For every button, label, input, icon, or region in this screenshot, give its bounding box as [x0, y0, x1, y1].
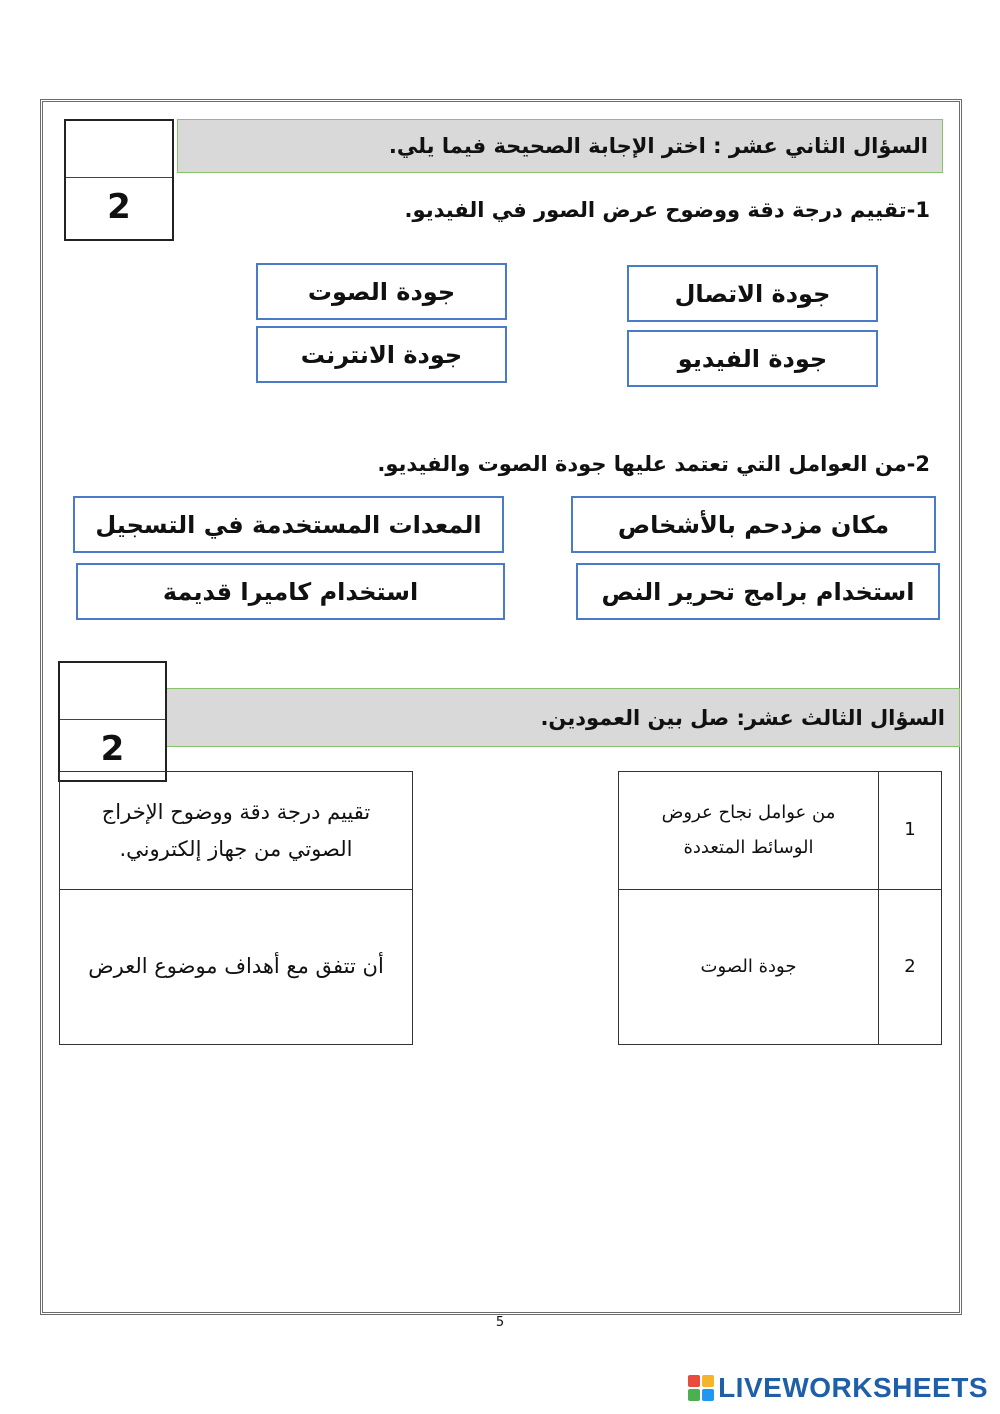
match-answer[interactable]: أن تتفق مع أهداف موضوع العرض [60, 890, 413, 1045]
option-old-camera[interactable]: استخدام كاميرا قديمة [76, 563, 505, 620]
q12-score-box [64, 119, 174, 241]
option-connection-quality[interactable]: جودة الاتصال [627, 265, 878, 322]
option-crowded-place[interactable]: مكان مزدحم بالأشخاص [571, 496, 936, 553]
match-item[interactable]: من عوامل نجاح عروض الوسائط المتعددة [619, 772, 879, 890]
option-text-editing-software[interactable]: استخدام برامج تحرير النص [576, 563, 940, 620]
q12-item2-prompt: 2-من العوامل التي تعتمد عليها جودة الصوت والفيديو. [377, 452, 930, 476]
option-video-quality[interactable]: جودة الفيديو [627, 330, 878, 387]
brand-mark-icon [688, 1375, 714, 1401]
match-left-column [618, 771, 942, 1045]
row-number: 1 [879, 772, 942, 890]
option-recording-equipment[interactable]: المعدات المستخدمة في التسجيل [73, 496, 504, 553]
q12-title: السؤال الثاني عشر : اختر الإجابة الصحيحة فيما يلي. [177, 119, 943, 173]
match-right-column [59, 771, 413, 1045]
q13-score-box [58, 661, 167, 782]
match-item[interactable]: جودة الصوت [619, 890, 879, 1045]
option-audio-quality[interactable]: جودة الصوت [256, 263, 507, 320]
brand-mark-letter [702, 1375, 714, 1387]
brand-name: LIVEWORKSHEETS [718, 1372, 988, 1403]
q13-score: 2 [100, 729, 125, 769]
q12-score: 2 [107, 187, 131, 227]
brand-mark-letter [688, 1375, 700, 1387]
q12-item1-prompt: 1-تقييم درجة دقة ووضوح عرض الصور في الفيديو. [404, 198, 930, 222]
brand-logo [688, 1372, 988, 1404]
q13-title: السؤال الثالث عشر: صل بين العمودين. [160, 688, 960, 747]
brand-mark-letter [702, 1389, 714, 1401]
row-number: 2 [879, 890, 942, 1045]
page-number: 5 [495, 1315, 505, 1330]
brand-mark-letter [688, 1389, 700, 1401]
match-answer[interactable]: تقييم درجة دقة ووضوح الإخراج الصوتي من جهاز إلكتروني. [60, 772, 413, 890]
option-internet-quality[interactable]: جودة الانترنت [256, 326, 507, 383]
